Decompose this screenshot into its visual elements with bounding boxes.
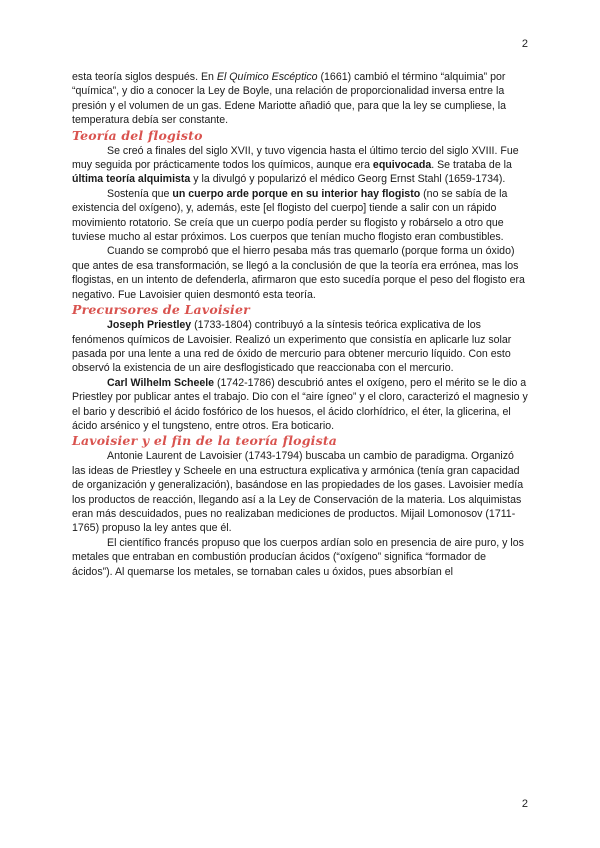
book-title: El Químico Escéptico	[216, 71, 318, 83]
precursores-paragraph-priestley: Joseph Priestley (1733-1804) contribuyó a la síntesis teórica explicativa de los fenómenos químicos de Lavoisier. Realizó un experimento que consistía en aplicarle luz solar pasada por una lente a una red de óxido de mercurio para obtener mercurio líquido. Con esto observó la existencia de un aire desflogisticado que reaccionaba con el mercurio.	[72, 319, 512, 375]
intro-paragraph: esta teoría siglos después. En El Químico Escéptico (1661) cambió el término “alquimia” por “química”, y dio a conocer la Ley de Boyle, una relación de proporcionalidad inversa entre la presión y el volumen de un gas. Edene Mariotte añadió que, para que la ley se cumpliese, la temperatura debía ser constante.	[72, 71, 507, 127]
lavoisier-paragraph-2: El científico francés propuso que los cuerpos ardían solo en presencia de aire puro, y los metales que entraban en combustión producían ácidos (“oxígeno” significa “formador de ácidos”). Al quemarse los metales, se tornaban cales u óxidos, pues absorbían el	[72, 536, 524, 578]
section-title-precursores: Precursores de Lavoisier	[72, 302, 250, 318]
flogisto-paragraph-2: Sostenía que un cuerpo arde porque en su interior hay flogisto (no se sabía de la existencia del oxígeno), y, además, este [el flogisto del cuerpo] tiende a salir con un rápido movimiento rotatorio. Se creía que un cuerpo podía perder su flogisto y robárselo a otro que tuviese mucho al estar próximos. Los cuerpos que tenían mucho flogisto eran combustibles.	[72, 187, 508, 244]
document-body	[72, 70, 528, 579]
page-number-top: 2	[521, 38, 528, 50]
precursores-paragraph-scheele: Carl Wilhelm Scheele (1742-1786) descubrió antes el oxígeno, pero el mérito se le dio a Priestley por publicar antes el trabajo. Dio con el “aire ígneo” y el cloro, caracterizó el magnesio y el bario y describió el ácido fosfórico de los huesos, el ácido clorhídrico, el éter, la glicerina, el ácido arsénico y el tungsteno, entre otros. Era boticario.	[72, 376, 528, 432]
section-title-flogisto: Teoría del flogisto	[72, 127, 203, 143]
lavoisier-paragraph-1: Antonie Laurent de Lavoisier (1743-1794) buscaba un cambio de paradigma. Organizó las ideas de Priestley y Scheele en una estructura explicativa y armónica (tenía gran capacidad de organización y generalización), basándose en las propiedades de los gases. Lavoisier medía los productos de reacción, llegando así a la Ley de Conservación de la materia. Los alquimistas eran más descuidados, pues no realizaban mediciones de productos. Mijail Lomonosov (1711-1765) propuso la ley antes que él.	[72, 450, 524, 535]
flogisto-paragraph-1: Se creó a finales del siglo XVII, y tuvo vigencia hasta el último tercio del siglo XVIII. Fue muy seguida por prácticamente todos los químicos, aunque era equivocada. Se trataba de la última teoría alquimista y la divulgó y popularizó el médico Georg Ernst Stahl (1659-1734).	[72, 144, 519, 186]
flogisto-paragraph-3: Cuando se comprobó que el hierro pesaba más tras quemarlo (porque forma un óxido) que antes de esa transformación, se llegó a la conclusión de que la teoría era errónea, mas los flogistas, en un intento de defenderla, afirmaron que esto sucedía porque el peso del flogisto era negativo. Fue Lavoisier quien desmontó esta teoría.	[72, 245, 525, 301]
section-title-lavoisier: Lavoisier y el fin de la teoría flogista	[72, 433, 338, 449]
page-number-bottom: 2	[521, 798, 528, 810]
